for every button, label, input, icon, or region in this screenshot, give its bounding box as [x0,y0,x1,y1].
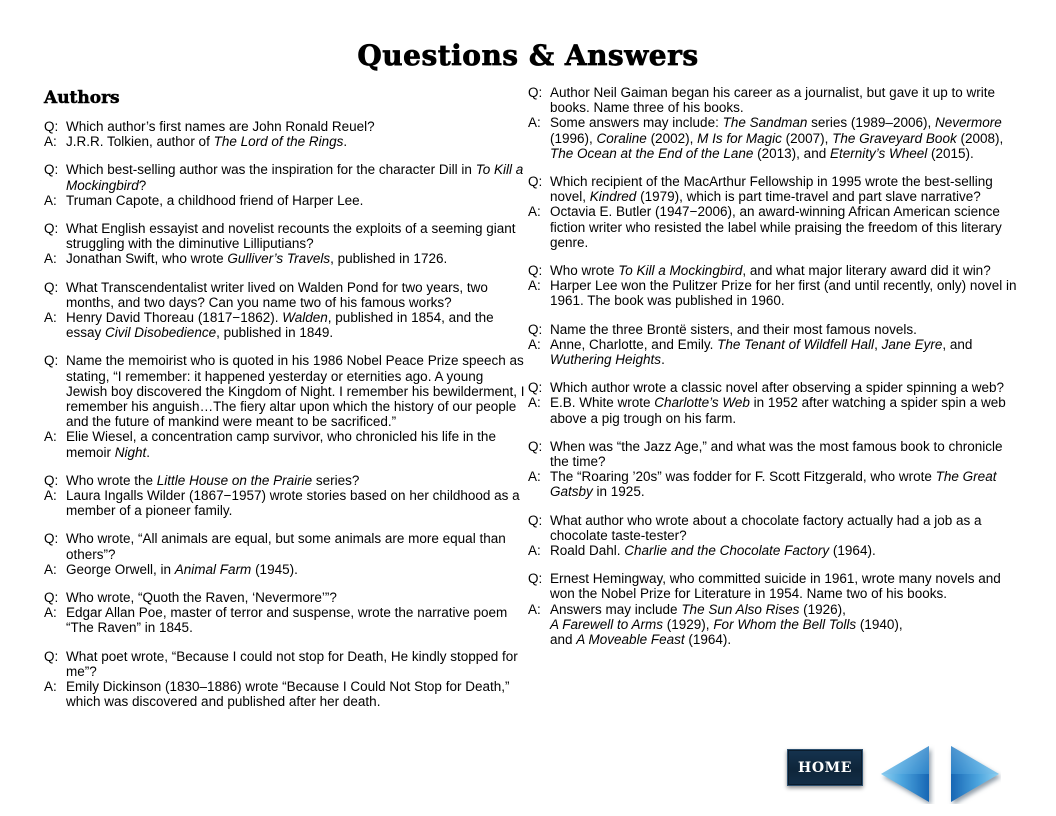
qa-question-label: Q: [44,648,59,664]
qa-question-label: Q: [44,119,59,134]
qa-question-text: Who wrote To Kill a Mockingbird, and what major literary award did it win? [550,263,991,279]
qa-question-label: Q: [44,590,59,606]
home-button[interactable] [787,749,863,786]
qa-answer [44,193,526,208]
qa-answer-label: A: [528,336,541,352]
qa-block [528,174,1020,250]
qa-answer-text: George Orwell, in Animal Farm (1945). [66,561,298,577]
qa-block [528,513,1020,559]
qa-question-label: Q: [44,279,59,295]
qa-block [44,221,526,267]
qa-question-label: Q: [528,571,543,587]
qa-answer-label: A: [528,601,541,617]
qa-question-label: Q: [528,85,543,100]
qa-answer-text: Roald Dahl. Charlie and the Chocolate Factory (1964). [550,543,876,559]
qa-answer [528,395,1020,425]
qa-answer-label: A: [528,469,541,485]
qa-question-text: Which recipient of the MacArthur Fellowship in 1995 wrote the best-selling novel, Kindred (1979), which is part time-travel and part slave narrative? [550,174,993,205]
qa-answer-text: Edgar Allan Poe, master of terror and suspense, wrote the narrative poem “The Raven” in 1845. [66,605,508,636]
qa-question-text: When was “the Jazz Age,” and what was the most famous book to chronicle the time? [550,438,1003,470]
qa-question-text: Ernest Hemingway, who committed suicide in 1961, wrote many novels and won the Nobel Prize for Literature in 1954. Name two of his books. [550,571,1001,602]
qa-question-label: Q: [44,472,59,488]
qa-answer [44,562,526,577]
qa-question-text: What poet wrote, “Because I could not stop for Death, He kindly stopped for me”? [66,648,518,679]
qa-question [528,439,1020,469]
qa-answer-text: The “Roaring ’20s” was fodder for F. Scott Fitzgerald, who wrote The Great Gatsby in 1925. [550,469,997,500]
qa-answer-text: Octavia E. Butler (1947−2006), an award-winning African American science fiction writer who resisted the label while praising the freedom of this literary genre. [550,204,1002,250]
qa-answer-text: Laura Ingalls Wilder (1867−1957) wrote stories based on her childhood as a member of a pioneer family. [66,488,520,519]
navigation-controls [787,744,1027,808]
qa-question-label: Q: [528,380,543,396]
qa-question-text: Who wrote the Little House on the Prairie series? [66,472,360,488]
qa-block [528,571,1020,647]
qa-answer [528,543,1020,558]
qa-question-text: Who wrote, “Quoth the Raven, ‘Nevermore’”? [66,590,337,606]
qa-answer [44,134,526,149]
qa-answer-text: Some answers may include: The Sandman series (1989–2006), Nevermore (1996), Coraline (2002), M Is for Magic (2007), The Graveyard Book (2008), The Ocean at the End of the Lane (2013), and Eternity’s Wheel (2015). [550,115,1004,161]
qa-block [44,119,526,149]
qa-answer-text: Truman Capote, a childhood friend of Harper Lee. [66,192,364,208]
qa-question-text: Who wrote, “All animals are equal, but some animals are more equal than others”? [66,531,506,562]
qa-answer-label: A: [528,115,541,131]
qa-answer-text: J.R.R. Tolkien, author of The Lord of the Rings. [66,134,348,150]
section-heading-authors: Authors [44,88,120,108]
right-column-qa-list [528,85,1020,647]
qa-block [44,531,526,577]
triangle-left-icon [879,744,935,804]
qa-question-text: Which author wrote a classic novel after observing a spider spinning a web? [550,380,1004,396]
qa-question-text: Author Neil Gaiman began his career as a journalist, but gave it up to write books. Name three of his books. [550,85,995,116]
left-column [44,0,526,723]
qa-question [528,571,1020,601]
qa-answer-label: A: [44,134,57,150]
qa-question [528,513,1020,543]
page-title: Questions & Answers [357,39,699,72]
qa-question [528,174,1020,204]
qa-question [44,162,526,192]
qa-question [44,353,526,429]
previous-page-button[interactable] [879,744,935,804]
qa-block [528,322,1020,368]
qa-block [528,439,1020,500]
qa-question-label: Q: [528,438,543,454]
qa-answer-label: A: [528,543,541,559]
qa-answer-label: A: [44,679,57,695]
qa-question [528,322,1020,337]
qa-question-label: Q: [528,263,543,279]
qa-block [44,590,526,636]
qa-answer-label: A: [528,395,541,411]
qa-question-label: Q: [528,512,543,528]
qa-answer-text: Henry David Thoreau (1817−1862). Walden, published in 1854, and the essay Civil Disobedience, published in 1849. [66,310,494,341]
qa-question-text: Name the memoirist who is quoted in his 1986 Nobel Peace Prize speech as stating, “I remember: it happened yesterday or eternities ago. A young Jewish boy discovered the Kingdom of Night. I remember his bewilderment, I remember his anguish…The fiery altar upon which the history of our people and the future of mankind were meant to be sacrificed.” [66,353,525,430]
qa-answer-label: A: [44,192,57,208]
qa-answer [528,602,1020,648]
qa-answer [528,278,1020,308]
qa-question-label: Q: [44,162,59,178]
qa-question [44,649,526,679]
qa-answer-label: A: [44,605,57,621]
qa-question-text: Which author’s first names are John Ronald Reuel? [66,119,375,134]
qa-answer-label: A: [528,278,541,294]
qa-question [44,590,526,605]
qa-answer [44,605,526,635]
qa-answer-label: A: [44,429,57,445]
qa-question [528,85,1020,115]
qa-answer [528,204,1020,250]
left-column-qa-list [44,119,526,710]
qa-question [44,531,526,561]
qa-question [44,280,526,310]
qa-question-label: Q: [44,221,59,237]
qa-question [44,221,526,251]
qa-answer [44,310,526,340]
qa-answer-text: Harper Lee won the Pulitzer Prize for her first (and until recently, only) novel in 1961. The book was published in 1960. [550,278,1017,309]
qa-answer-label: A: [44,488,57,504]
qa-answer [528,115,1020,161]
qa-block [528,85,1020,161]
qa-answer [44,251,526,266]
qa-answer-text: Jonathan Swift, who wrote Gulliver’s Travels, published in 1726. [66,251,448,267]
qa-question-label: Q: [44,353,59,369]
qa-block [44,649,526,710]
qa-question-text: What author who wrote about a chocolate factory actually had a job as a chocolate taste-tester? [550,512,982,543]
home-button-label: HOME [798,759,852,776]
qa-answer-text: Answers may include The Sun Also Rises (1926), A Farewell to Arms (1929), For Whom the Bell Tolls (1940), and A Moveable Feast (1964). [550,601,903,648]
qa-answer [44,429,526,459]
qa-block [44,280,526,341]
qa-answer-text: Emily Dickinson (1830–1886) wrote “Because I Could Not Stop for Death,” which was discovered and published after her death. [66,679,510,710]
qa-question-text: Which best-selling author was the inspiration for the character Dill in To Kill a Mockingbird? [66,162,524,193]
qa-question [44,119,526,134]
next-page-button[interactable] [945,744,1001,804]
qa-block [44,353,526,459]
qa-question-text: What Transcendentalist writer lived on Walden Pond for two years, two months, and two days? Can you name two of his famous works? [66,279,488,310]
triangle-right-icon [945,744,1001,804]
qa-block [528,263,1020,309]
qa-question [528,263,1020,278]
qa-block [44,162,526,208]
qa-answer [44,488,526,518]
qa-question-label: Q: [528,321,543,337]
qa-question [44,473,526,488]
qa-answer-label: A: [528,204,541,220]
qa-block [44,473,526,519]
qa-answer-text: Elie Wiesel, a concentration camp survivor, who chronicled his life in the memoir Night. [66,429,496,460]
qa-answer-label: A: [44,251,57,267]
qa-question [528,380,1020,395]
qa-answer-label: A: [44,561,57,577]
qa-answer-text: E.B. White wrote Charlotte’s Web in 1952 after watching a spider spin a web above a pig trough on his farm. [550,395,1006,426]
qa-question-text: What English essayist and novelist recounts the exploits of a seeming giant struggling with the diminutive Lilliputians? [66,221,516,252]
qa-answer [528,337,1020,367]
qa-question-label: Q: [44,531,59,547]
qa-block [528,380,1020,426]
qa-answer [528,469,1020,499]
qa-answer-label: A: [44,310,57,326]
qa-question-label: Q: [528,174,543,190]
qa-answer-text: Anne, Charlotte, and Emily. The Tenant of Wildfell Hall, Jane Eyre, and Wuthering Heights. [550,336,973,368]
qa-answer [44,679,526,709]
right-column [528,0,1020,660]
qa-question-text: Name the three Brontë sisters, and their most famous novels. [550,321,917,337]
